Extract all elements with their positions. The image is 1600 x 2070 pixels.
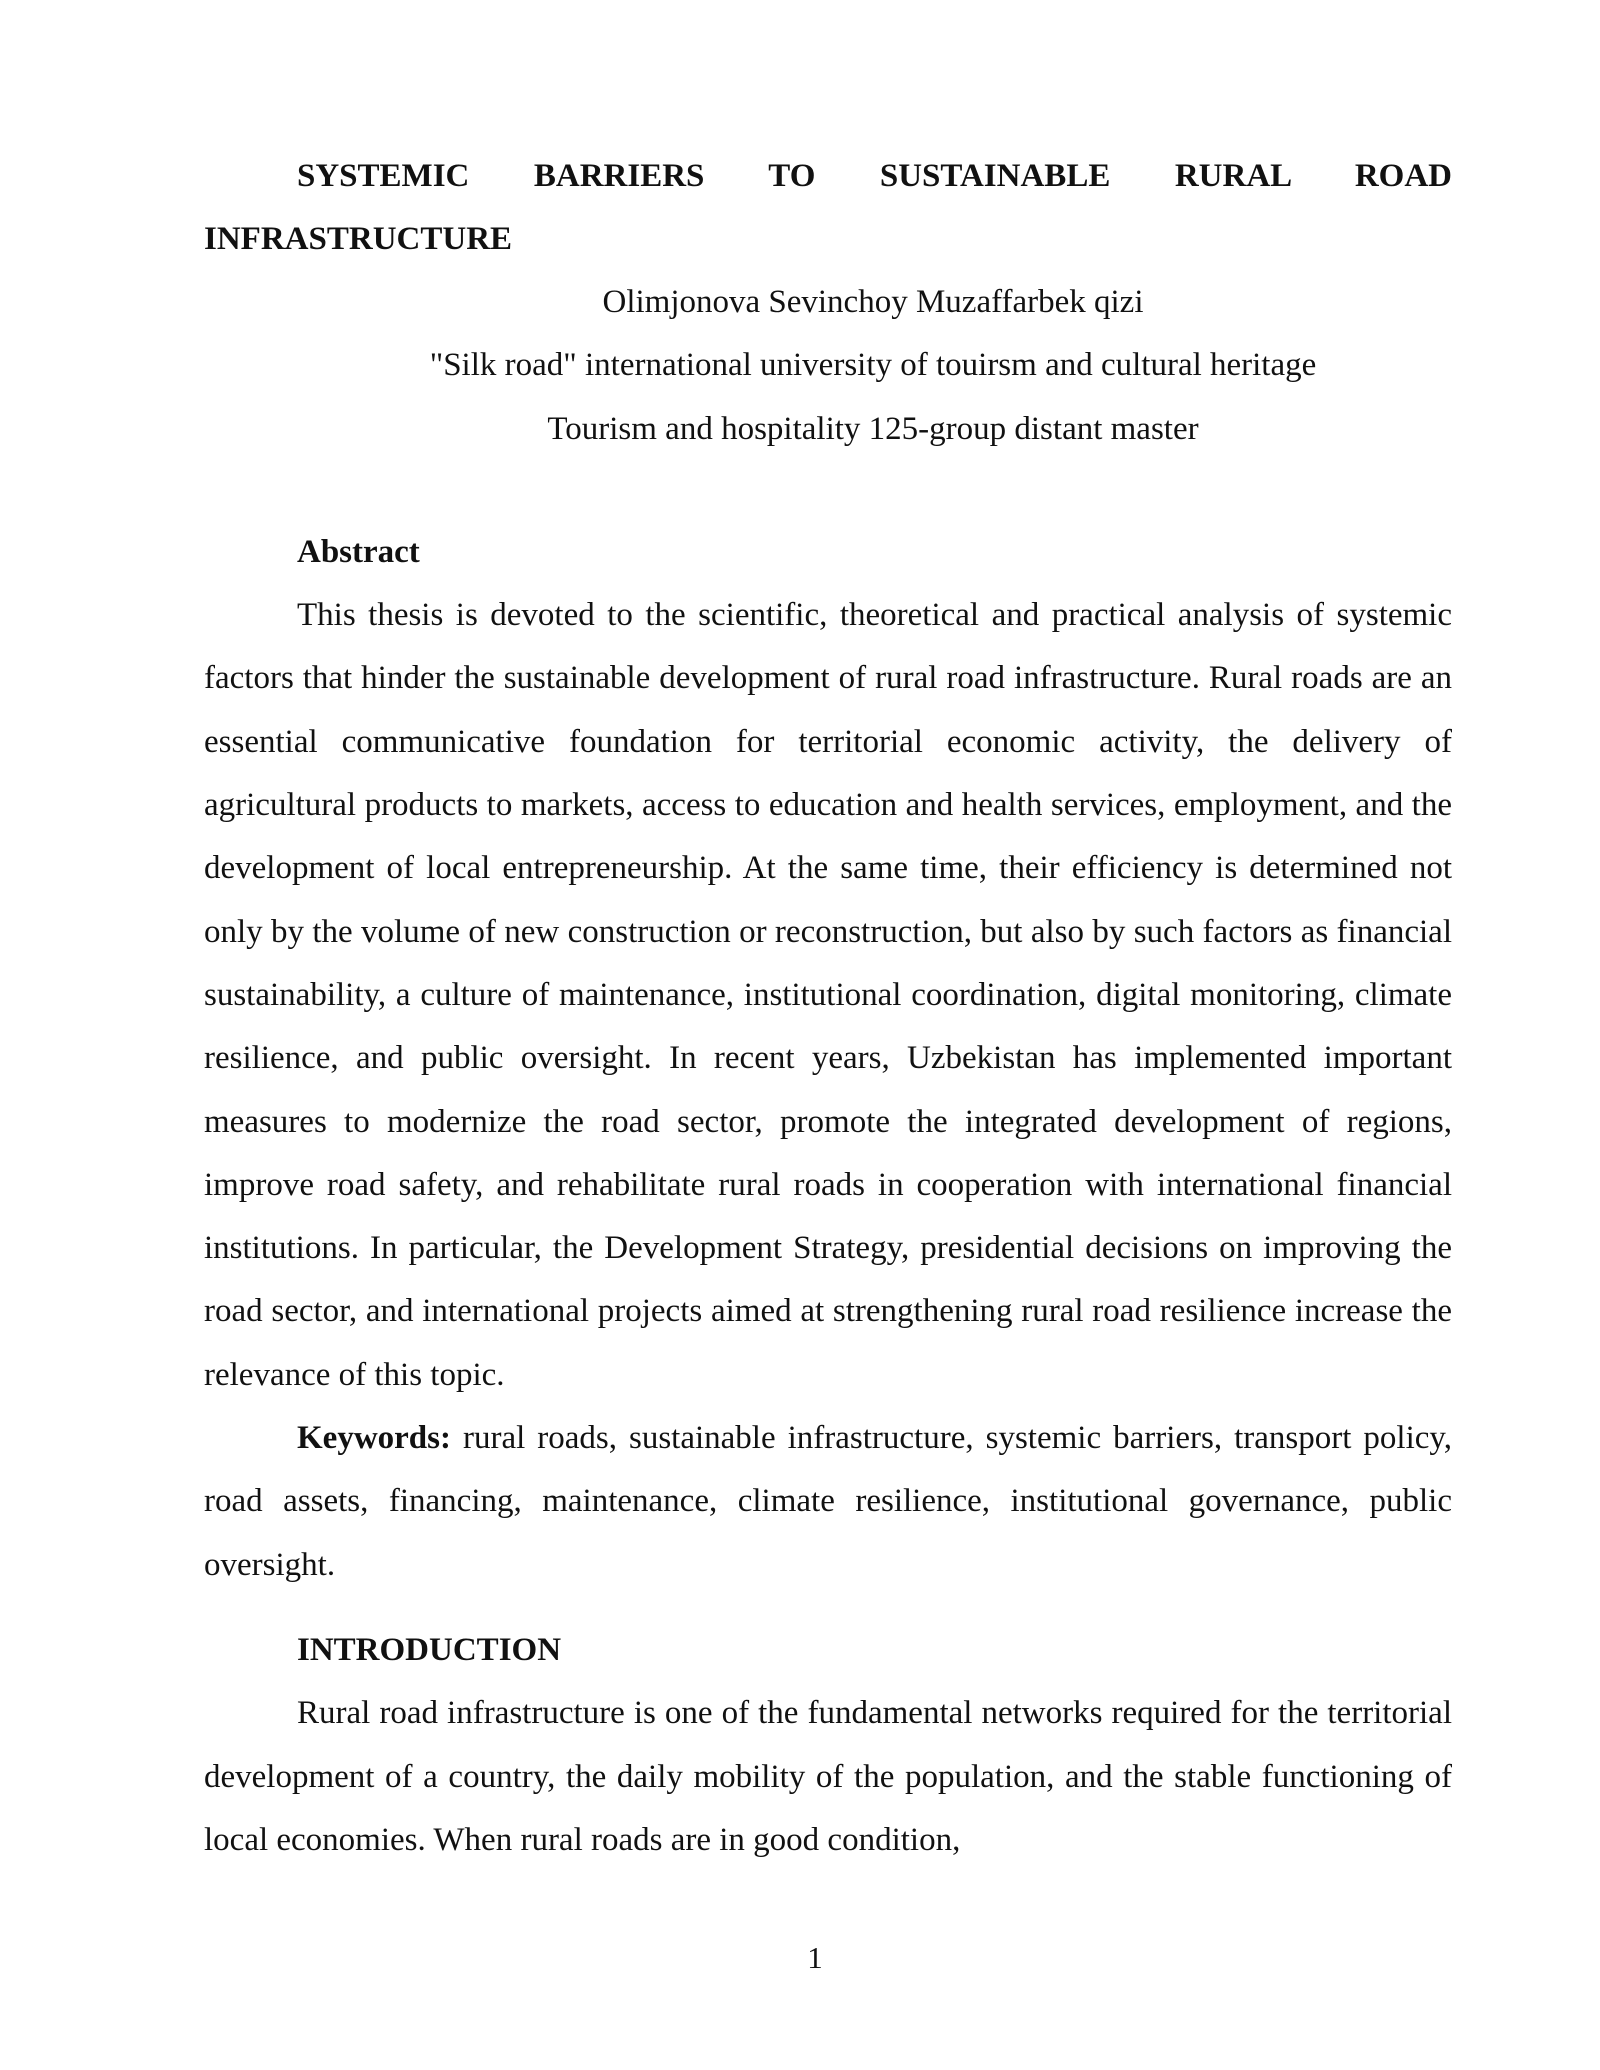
author-affiliation: "Silk road" international university of touirsm and cultural heritage — [429, 347, 1317, 384]
document-page — [204, 145, 1452, 1872]
spacer — [204, 1597, 1452, 1619]
author-program: Tourism and hospitality 125-group distant master — [547, 410, 1199, 447]
keywords-paragraph — [204, 1407, 1452, 1597]
abstract-text: This thesis is devoted to the scientific, theoretical and practical analysis of systemic factors that hinder the sustainable development of rural road infrastructure. Rural roads are an essential communicative foundation for territorial economic activity, the delivery of agricultural products to markets, access to education and health services, employment, and the development of local entrepreneurship. At the same time, their efficiency is determined not only by the volume of new construction or reconstruction, but also by such factors as financial sustainability, a culture of maintenance, institutional coordination, digital monitoring, climate resilience, and public oversight. In recent years, Uzbekistan has implemented important measures to modernize the road sector, promote the integrated development of regions, improve road safety, and rehabilitate rural roads in cooperation with international financial institutions. In particular, the Development Strategy, presidential decisions on improving the road sector, and international projects aimed at strengthening rural road resilience increase the relevance of this topic. — [204, 597, 1452, 1393]
paper-title — [204, 145, 1452, 271]
spacer — [204, 461, 1452, 521]
keywords-text: rural roads, sustainable infrastructure, systemic barriers, transport policy, road assets, financing, maintenance, climate resilience, institutional governance, public oversight. — [204, 1420, 1452, 1583]
keywords-label: Keywords: — [297, 1420, 451, 1457]
introduction-heading: INTRODUCTION — [297, 1631, 562, 1668]
author-name: Olimjonova Sevinchoy Muzaffarbek qizi — [602, 284, 1144, 320]
paper-title-line-2: INFRASTRUCTURE — [204, 221, 513, 257]
abstract-heading: Abstract — [297, 533, 420, 570]
page-number: 1 — [807, 1940, 823, 1975]
paper-title-line-1: SYSTEMIC BARRIERS TO SUSTAINABLE RURAL ROAD — [297, 158, 1452, 194]
introduction-text: Rural road infrastructure is one of the fundamental networks required for the territorial development of a country, the daily mobility of the population, and the stable functioning of local economies. When rural roads are in good condition, — [204, 1695, 1452, 1858]
